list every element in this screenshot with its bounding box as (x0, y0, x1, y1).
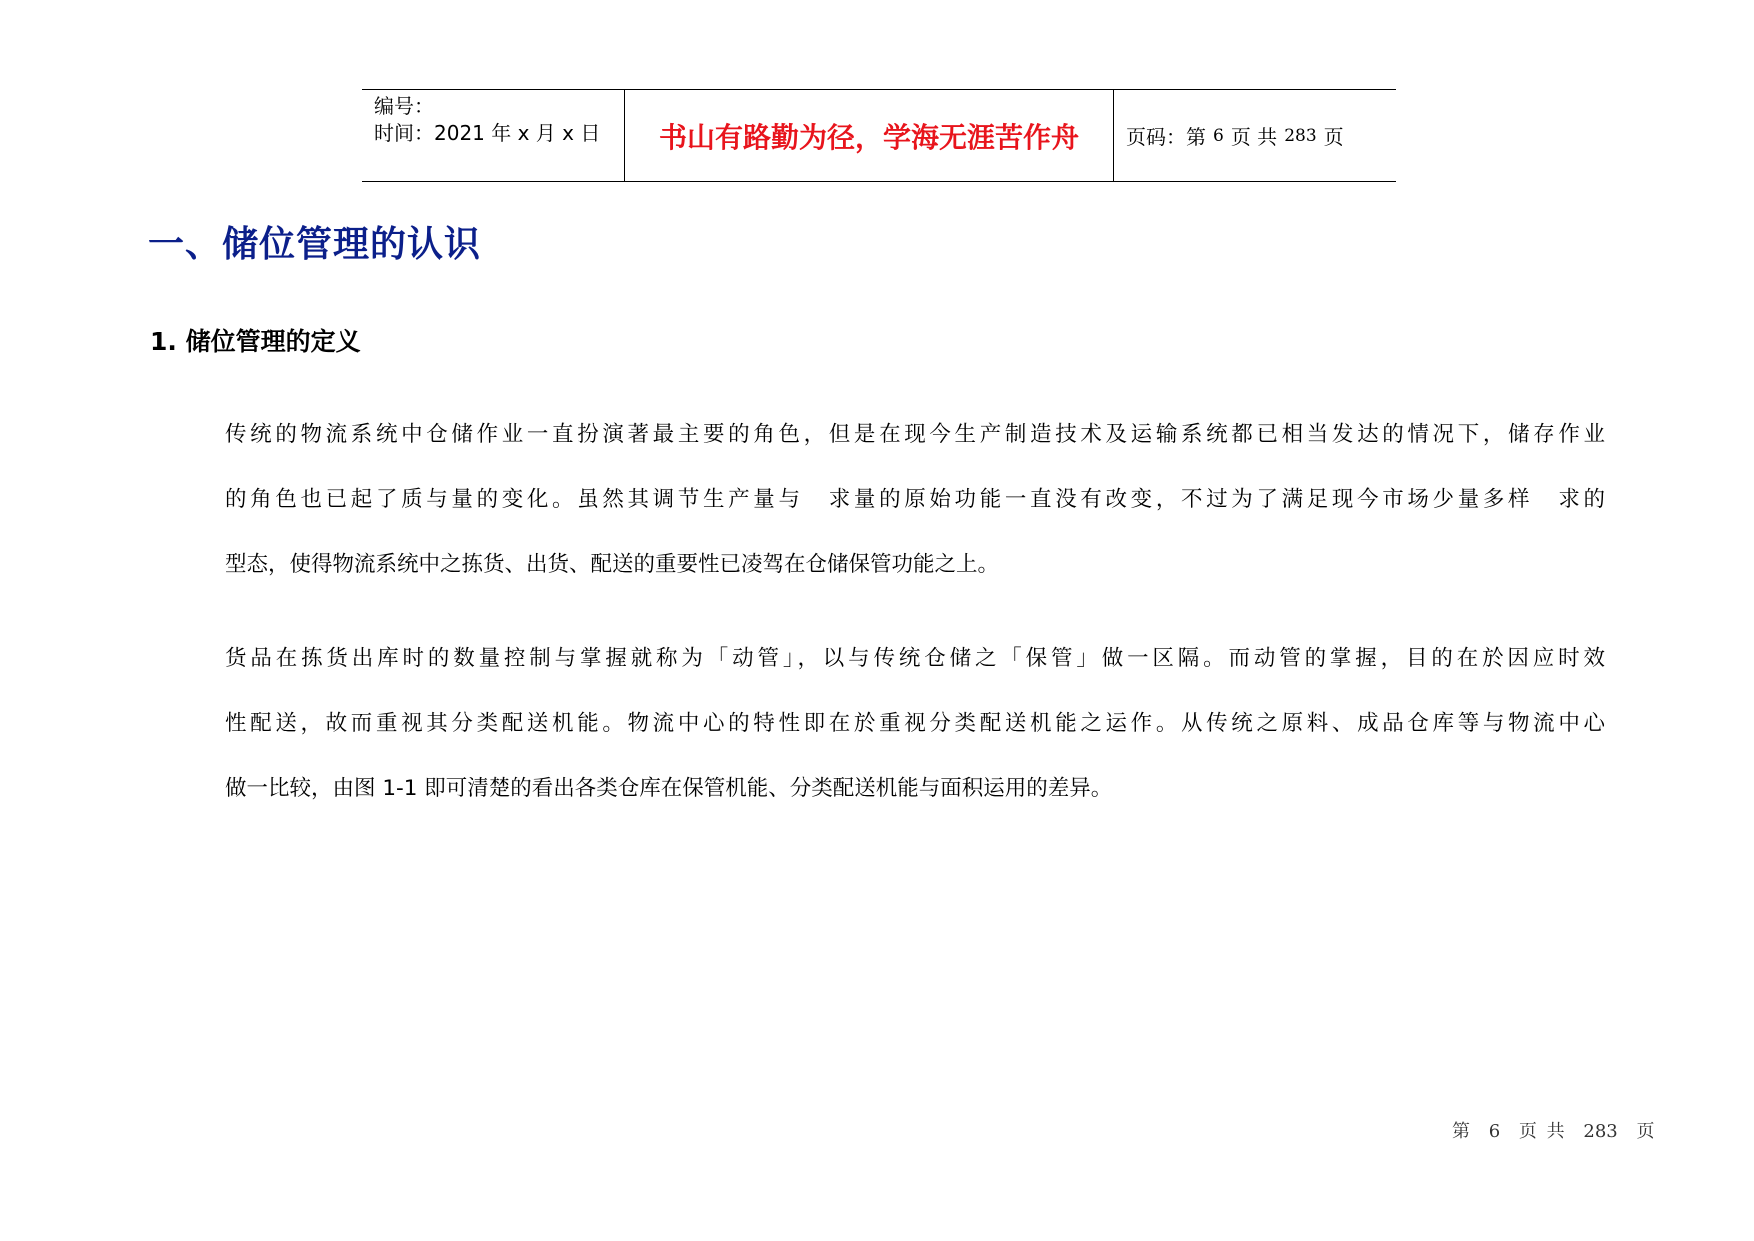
header-motto-cell (625, 90, 1114, 181)
header-page-cell (1114, 90, 1396, 181)
paragraph-line: 型态，使得物流系统中之拣货、出货、配送的重要性已凌驾在仓储保管功能之上。 (225, 552, 1000, 577)
paragraph-2 (225, 626, 1605, 821)
page-current: 6 (1213, 125, 1224, 146)
footer-page-number (1452, 1117, 1663, 1143)
header-meta-cell (362, 90, 625, 181)
footer-mid: 页 共 (1518, 1121, 1565, 1142)
footer-prefix: 第 (1452, 1121, 1470, 1142)
date-label: 时间：2021 年 x 月 x 日 (374, 121, 601, 145)
footer-suffix: 页 (1636, 1121, 1655, 1142)
paragraph-line: 货品在拣货出库时的数量控制与掌握就称为「动管」，以与传统仓储之「保管」做一区隔。而动管的掌握，目的在於因应时效 (225, 646, 1605, 671)
paragraph-line: 传统的物流系统中仓储作业一直扮演著最主要的角色，但是在现今生产制造技术及运输系统都已相当发达的情况下，储存作业 (225, 422, 1605, 447)
page-header-table (362, 89, 1396, 182)
page-total: 283 (1284, 125, 1317, 146)
motto-text: 书山有路勤为径，学海无涯苦作舟 (658, 120, 1079, 154)
footer-current: 6 (1488, 1121, 1501, 1142)
section-title: 一、储位管理的认识 (148, 224, 482, 265)
paragraph-line: 做一比较，由图 1-1 即可清楚的看出各类仓库在保管机能、分类配送机能与面积运用的差异。 (225, 776, 1113, 801)
number-label: 编号： (374, 94, 434, 118)
footer-total: 283 (1583, 1121, 1618, 1142)
paragraph-line: 性配送，故而重视其分类配送机能。物流中心的特性即在於重视分类配送机能之运作。从传统之原料、成品仓库等与物流中心 (225, 711, 1605, 736)
sub-title: 1. 储位管理的定义 (150, 327, 361, 356)
page-suffix: 页 (1323, 125, 1344, 149)
page-mid: 页 共 (1230, 125, 1278, 149)
paragraph-line: 的角色也已起了质与量的变化。虽然其调节生产量与 求量的原始功能一直没有改变，不过为了满足现今市场少量多样 求的 (225, 487, 1605, 512)
page-prefix: 页码：第 (1126, 125, 1206, 149)
paragraph-1 (225, 402, 1605, 597)
